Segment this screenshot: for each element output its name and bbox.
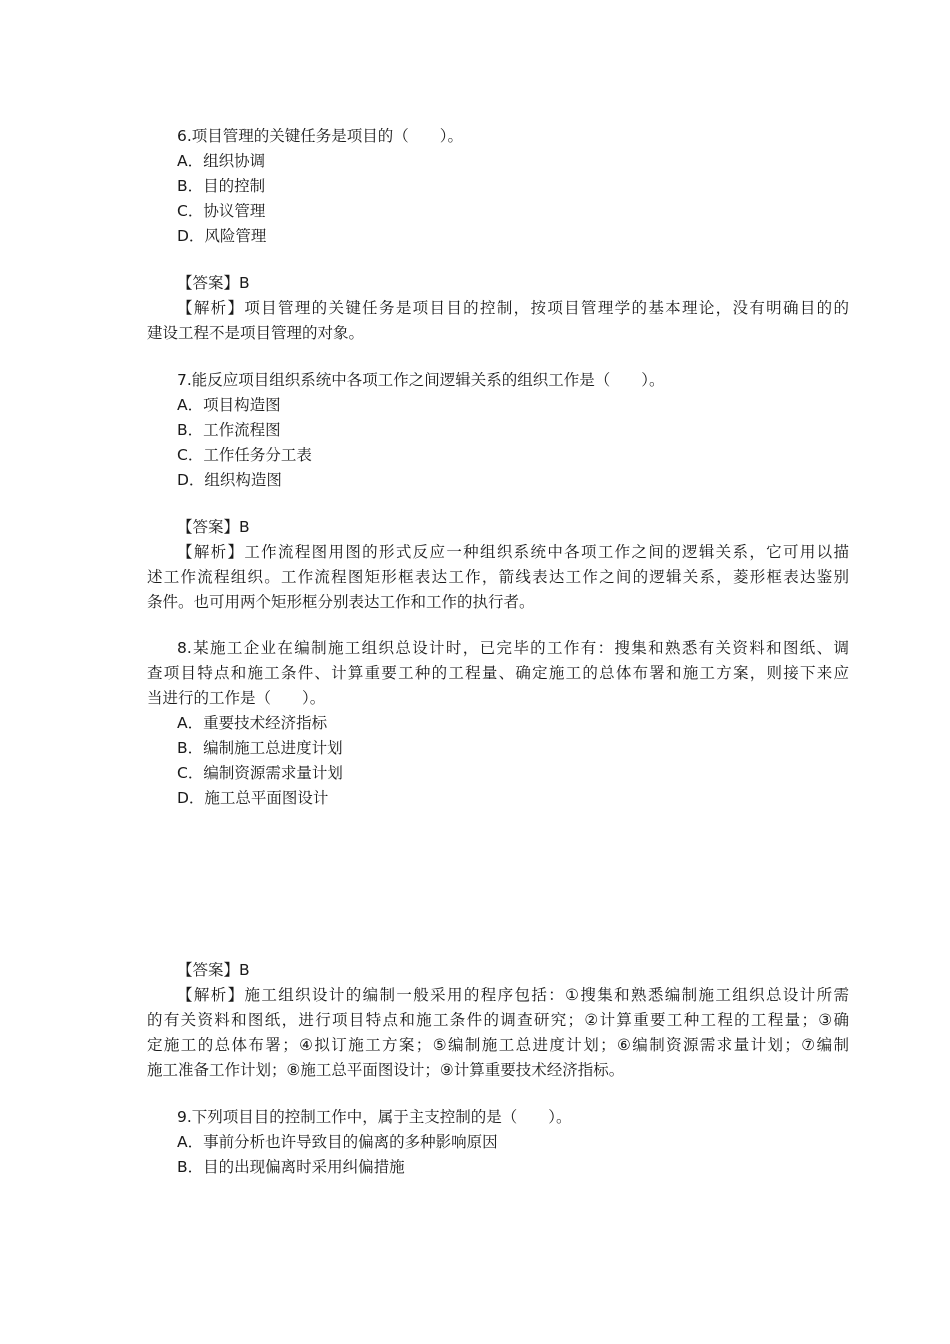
question-6-option-d: D．风险管理 — [177, 227, 267, 245]
question-8-stem-line-3: 当进行的工作是（ ）。 — [147, 689, 326, 707]
question-7-analysis-line-3: 条件。也可用两个矩形框分别表达工作和工作的执行者。 — [147, 593, 535, 611]
question-6-analysis-line-2: 建设工程不是项目管理的对象。 — [147, 324, 365, 342]
question-8-stem-line-2: 查项目特点和施工条件、计算重要工种的工程量、确定施工的总体布署和施工方案，则接下来应 — [147, 664, 849, 682]
question-8-option-c: C．编制资源需求量计划 — [177, 764, 343, 782]
question-6-option-a: A．组织协调 — [177, 152, 266, 170]
question-7-option-c: C．工作任务分工表 — [177, 446, 312, 464]
question-6-option-c: C．协议管理 — [177, 202, 266, 220]
question-6-option-b: B．目的控制 — [177, 177, 266, 195]
question-8-option-b: B．编制施工总进度计划 — [177, 739, 343, 757]
question-8-analysis-line-2: 的有关资料和图纸，进行项目特点和施工条件的调查研究；②计算重要工种工程的工程量；③确 — [147, 1011, 849, 1029]
question-9-stem: 9.下列项目目的控制工作中，属于主支控制的是（ ）。 — [177, 1108, 572, 1126]
question-8-answer: 【答案】B — [177, 961, 250, 979]
question-8-analysis-line-1: 【解析】施工组织设计的编制一般采用的程序包括：①搜集和熟悉编制施工组织总设计所需 — [177, 986, 849, 1004]
question-8-analysis-line-4: 施工准备工作计划；⑧施工总平面图设计；⑨计算重要技术经济指标。 — [147, 1061, 625, 1079]
question-7-analysis-line-2: 述工作流程组织。工作流程图矩形框表达工作，箭线表达工作之间的逻辑关系，菱形框表达鉴别 — [147, 568, 849, 586]
question-7-answer: 【答案】B — [177, 518, 250, 536]
question-7-option-b: B．工作流程图 — [177, 421, 281, 439]
question-9-option-a: A．事前分析也许导致目的偏离的多种影响原因 — [177, 1133, 498, 1151]
question-8-option-a: A．重要技术经济指标 — [177, 714, 328, 732]
question-7-analysis-line-1: 【解析】工作流程图用图的形式反应一种组织系统中各项工作之间的逻辑关系，它可用以描 — [177, 543, 849, 561]
question-7-stem: 7.能反应项目组织系统中各项工作之间逻辑关系的组织工作是（ ）。 — [177, 371, 665, 389]
question-6-analysis-line-1: 【解析】项目管理的关键任务是项目目的控制，按项目管理学的基本理论，没有明确目的的 — [177, 299, 849, 317]
question-8-analysis-line-3: 定施工的总体布署；④拟订施工方案；⑤编制施工总进度计划；⑥编制资源需求量计划；⑦编制 — [147, 1036, 849, 1054]
question-8-stem-line-1: 8.某施工企业在编制施工组织总设计时，已完毕的工作有：搜集和熟悉有关资料和图纸、调 — [177, 639, 849, 657]
question-9-option-b: B．目的出现偏离时采用纠偏措施 — [177, 1158, 405, 1176]
question-6-stem: 6.项目管理的关键任务是项目的（ ）。 — [177, 127, 464, 145]
question-6-answer: 【答案】B — [177, 274, 250, 292]
question-7-option-d: D．组织构造图 — [177, 471, 282, 489]
question-7-option-a: A．项目构造图 — [177, 396, 281, 414]
question-8-option-d: D．施工总平面图设计 — [177, 789, 329, 807]
